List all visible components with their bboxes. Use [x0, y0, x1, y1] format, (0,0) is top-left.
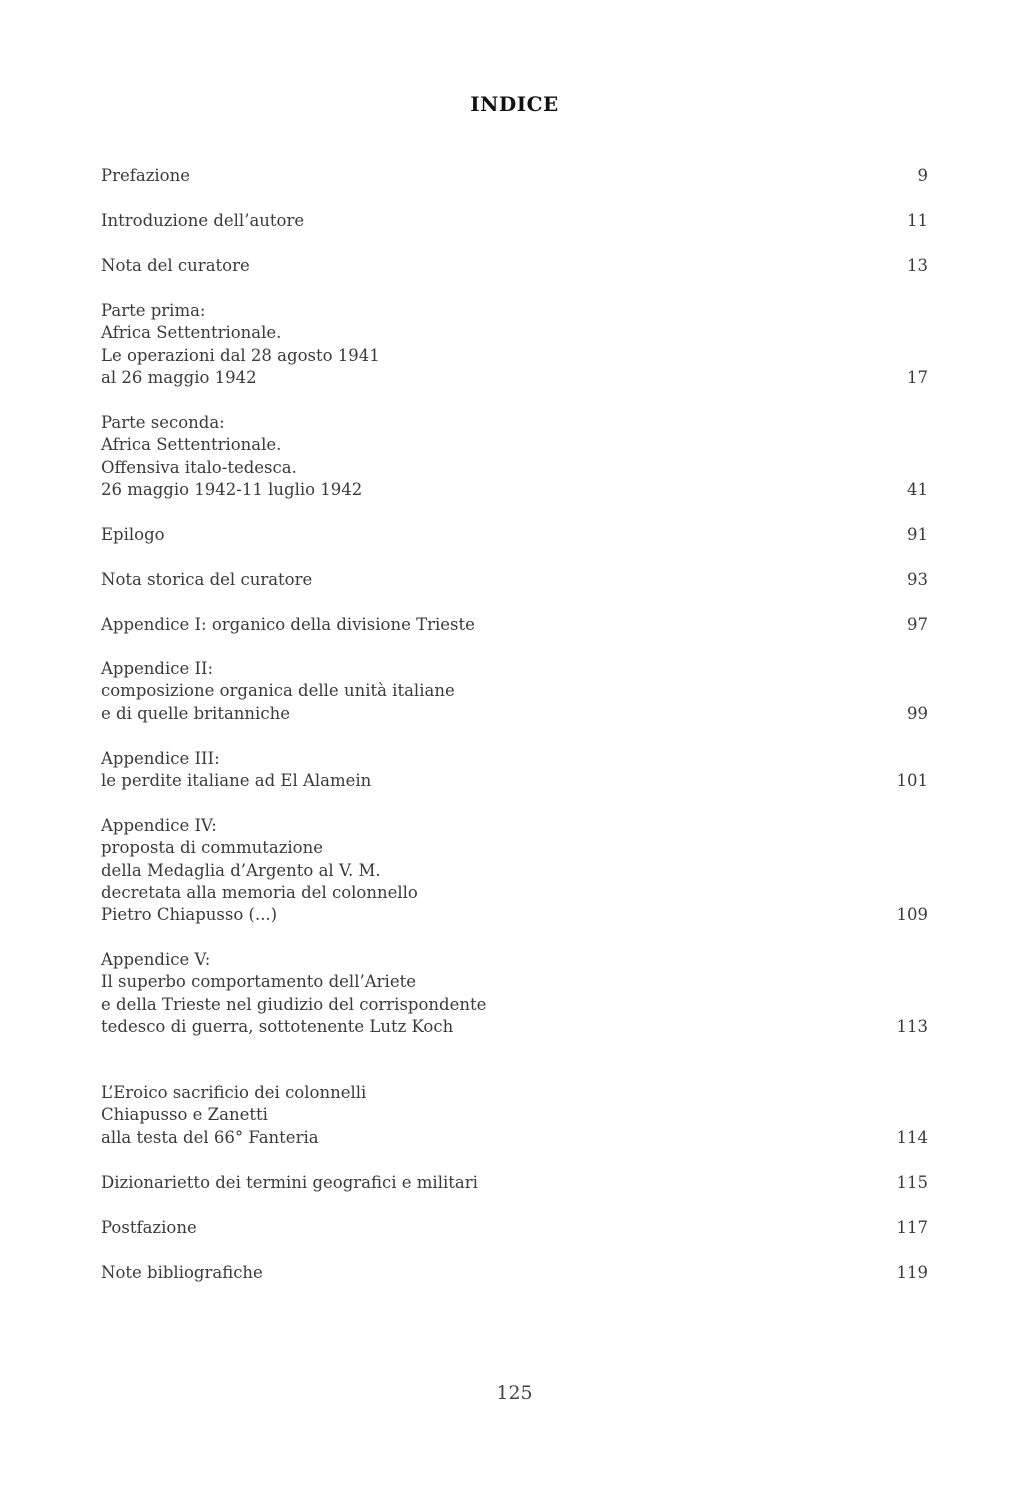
toc-entry-line: Nota storica del curatore [101, 570, 313, 589]
toc-entry-title [101, 1262, 801, 1284]
toc-entry [101, 255, 928, 277]
toc-entry [101, 815, 928, 926]
toc-entry [101, 1217, 928, 1239]
toc-entry-line: Nota del curatore [101, 256, 250, 275]
toc-entry-line: Dizionarietto dei termini geografici e militari [101, 1173, 478, 1192]
toc-entry [101, 412, 928, 501]
toc-entry-page: 115 [896, 1173, 928, 1192]
toc-entry-line: Africa Settentrionale. [101, 323, 282, 343]
toc-entry-title [101, 748, 801, 793]
page-number: 125 [496, 1382, 533, 1404]
toc-entry-title [101, 210, 801, 232]
toc-entry-line: Africa Settentrionale. [101, 435, 282, 455]
toc-entry-line: Chiapusso e Zanetti [101, 1105, 268, 1125]
toc-entry-title [101, 815, 801, 926]
toc-entry-line: Postfazione [101, 1218, 197, 1237]
toc-entry-title [101, 569, 801, 591]
toc-entry-line: Pietro Chiapusso (...) [101, 905, 278, 925]
toc-entry-line: Parte seconda: [101, 413, 225, 432]
toc-entry-line: 26 maggio 1942-11 luglio 1942 [101, 479, 363, 499]
toc-entry [101, 1262, 928, 1284]
toc-entry-page: 11 [907, 211, 928, 230]
toc-entry-page: 99 [907, 703, 928, 723]
toc-entry-line: Parte prima: [101, 301, 206, 320]
toc-entry-line: al 26 maggio 1942 [101, 367, 257, 387]
toc-entry-line: della Medaglia d’Argento al V. M. [101, 860, 381, 880]
toc-entry-line: Note bibliografiche [101, 1263, 263, 1282]
toc-entry-line: e di quelle britanniche [101, 703, 290, 723]
toc-entry-title [101, 1172, 801, 1194]
toc-entry-line: decretata alla memoria del colonnello [101, 882, 418, 902]
toc-entry-title [101, 614, 801, 636]
toc-entry-title [101, 949, 801, 1038]
toc-entry [101, 210, 928, 232]
toc-entry-page: 113 [896, 1016, 928, 1036]
toc-entry [101, 524, 928, 546]
toc-entry-page: 101 [896, 771, 928, 791]
toc-entry [101, 614, 928, 636]
toc-entry-title [101, 165, 801, 187]
toc-entry-line: alla testa del 66° Fanteria [101, 1127, 319, 1147]
toc-entry [101, 165, 928, 187]
toc-entry-page: 17 [907, 367, 928, 387]
toc-entry [101, 1082, 928, 1149]
toc-entry-page: 13 [907, 256, 928, 275]
toc-entry-line: Le operazioni dal 28 agosto 1941 [101, 345, 380, 365]
toc-entry-line: le perdite italiane ad El Alamein [101, 771, 372, 791]
toc-entry-line: Offensiva italo-tedesca. [101, 457, 297, 477]
toc-entry-page: 9 [917, 166, 928, 185]
toc-entry-line: Appendice II: [101, 659, 214, 678]
toc-entry-line: Appendice III: [101, 749, 220, 768]
toc-entry-line: tedesco di guerra, sottotenente Lutz Koch [101, 1016, 454, 1036]
toc-entry [101, 569, 928, 591]
toc-entry [101, 300, 928, 389]
toc-entry-page: 97 [907, 615, 928, 634]
toc-entry-line: Appendice V: [101, 950, 211, 969]
toc-entry [101, 949, 928, 1038]
toc-entry [101, 748, 928, 793]
toc-entry-title [101, 300, 801, 389]
toc-entry-line: Appendice I: organico della divisione Trieste [101, 615, 475, 634]
toc-entry-title [101, 658, 801, 725]
toc-entry-page: 109 [896, 905, 928, 925]
toc-entry-line: Il superbo comportamento dell’Ariete [101, 972, 416, 992]
toc-entry [101, 658, 928, 725]
toc-entry-page: 117 [896, 1218, 928, 1237]
toc-entry-page: 93 [907, 570, 928, 589]
toc-entry-line: Introduzione dell’autore [101, 211, 305, 230]
toc-entry-title [101, 412, 801, 501]
toc-entry-line: L’Eroico sacrificio dei colonnelli [101, 1083, 367, 1102]
toc-entry-line: proposta di commutazione [101, 838, 324, 858]
toc-entry-line: e della Trieste nel giudizio del corrispondente [101, 994, 487, 1014]
toc-entry-page: 41 [907, 479, 928, 499]
toc-entry-page: 114 [896, 1127, 928, 1147]
toc-entry-line: Appendice IV: [101, 816, 217, 835]
toc-entry-title [101, 1082, 801, 1149]
toc-entry [101, 1172, 928, 1194]
toc-entry-line: composizione organica delle unità italiane [101, 681, 455, 701]
page-title: INDICE [470, 92, 559, 116]
toc-entry-title [101, 255, 801, 277]
toc-entry-title [101, 1217, 801, 1239]
toc-entry-line: Epilogo [101, 525, 165, 544]
toc-entry-page: 119 [896, 1263, 928, 1282]
toc-entry-page: 91 [907, 525, 928, 544]
toc-entry-line: Prefazione [101, 166, 190, 185]
toc-entry-title [101, 524, 801, 546]
